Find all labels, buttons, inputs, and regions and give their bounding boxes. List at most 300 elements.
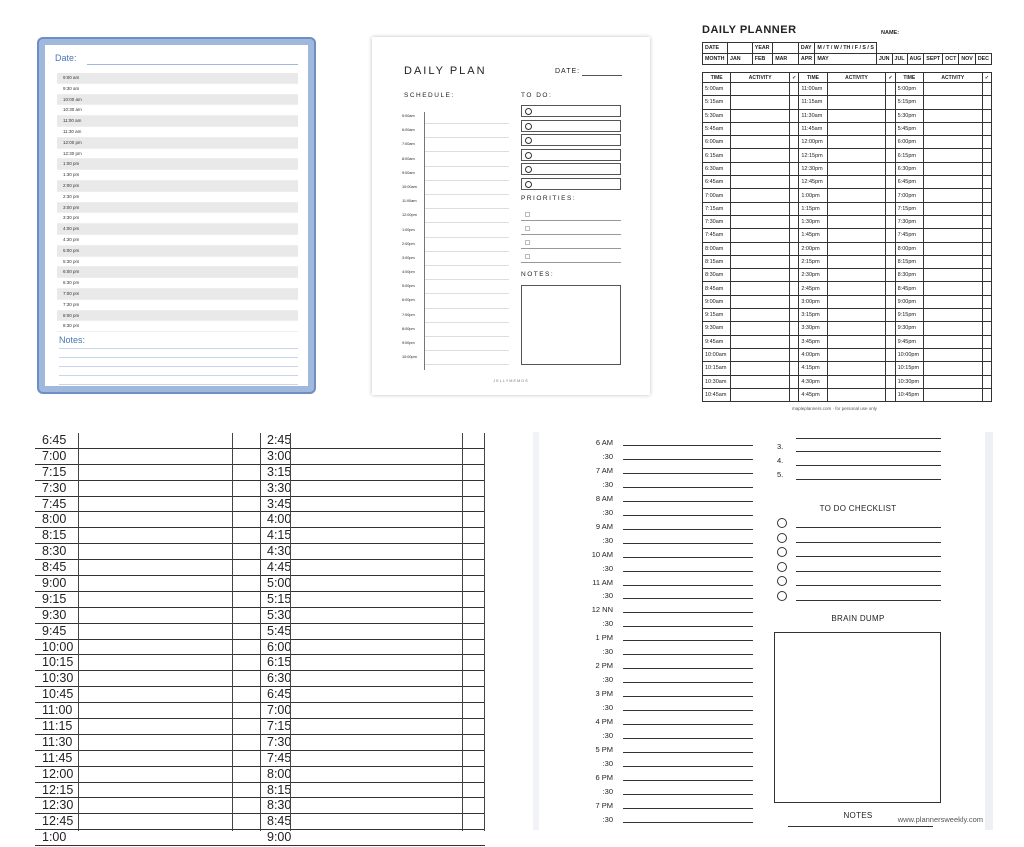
time-cell: 8:15am: [703, 255, 731, 268]
time-line: [623, 598, 753, 599]
activity-cell: [923, 269, 982, 282]
check-cell: [982, 388, 991, 401]
time-line: [623, 543, 753, 544]
check-cell: [886, 388, 895, 401]
time-line: [623, 626, 753, 627]
time-cell: 5:15pm: [895, 96, 923, 109]
notes-line: [788, 826, 933, 827]
schedule-time: 8:00pm: [402, 326, 415, 331]
time-cell: 5:30pm: [895, 109, 923, 122]
check-cell: [790, 96, 799, 109]
column-divider: [462, 433, 463, 831]
time-header: TIME: [799, 73, 827, 83]
todo-box: [521, 105, 621, 117]
check-cell: [790, 136, 799, 149]
time-cell: 8:45am: [703, 282, 731, 295]
time-cell: 9:30am: [703, 322, 731, 335]
schedule-time: 3:00pm: [402, 255, 415, 260]
daily-plan-sheet: [372, 37, 650, 395]
time-cell: 7:15am: [703, 202, 731, 215]
month-option: MAR: [773, 54, 799, 65]
time-cell: 2:00pm: [799, 242, 827, 255]
time-row: 1:00 pm: [57, 159, 298, 170]
table-row: [703, 83, 992, 96]
time-cell: 10:30pm: [895, 375, 923, 388]
check-header: ✓: [886, 73, 895, 83]
time-header: TIME: [895, 73, 923, 83]
time-row: 10:00 am: [57, 95, 298, 106]
check-cell: [886, 176, 895, 189]
activity-cell: [731, 362, 790, 375]
time-cell: 9:45pm: [895, 335, 923, 348]
time-cell: 4:45pm: [799, 388, 827, 401]
time-row: 1:30 pm: [57, 170, 298, 181]
time-cell: 7:00am: [703, 189, 731, 202]
page-title: DAILY PLANNER: [702, 24, 797, 36]
time-cell: 7:30: [260, 735, 485, 751]
schedule-line: [425, 322, 509, 323]
time-row: 12:30 pm: [57, 149, 298, 160]
activity-cell: [923, 189, 982, 202]
activity-cell: [923, 215, 982, 228]
time-cell: 9:15pm: [895, 309, 923, 322]
check-cell: [886, 335, 895, 348]
time-label: :30: [602, 758, 613, 768]
time-cell: 7:00: [35, 449, 260, 465]
month-option: JAN: [728, 54, 753, 65]
activity-cell: [827, 322, 886, 335]
time-label: 8 AM: [595, 493, 613, 503]
time-label: 6 AM: [595, 438, 613, 447]
time-cell: 10:15am: [703, 362, 731, 375]
time-line: [623, 696, 753, 697]
check-cell: [790, 322, 799, 335]
date-label: DATE: [703, 43, 728, 54]
activity-cell: [827, 189, 886, 202]
table-row: [703, 229, 992, 242]
checklist-line: [796, 556, 941, 557]
todo-box: [521, 178, 621, 190]
check-cell: [886, 215, 895, 228]
check-cell: [982, 255, 991, 268]
time-cell: 6:00: [260, 640, 485, 656]
activity-cell: [827, 96, 886, 109]
activity-cell: [827, 229, 886, 242]
month-option: SEPT: [924, 54, 943, 65]
time-column-2: [260, 433, 485, 846]
column-divider: [484, 433, 485, 831]
time-cell: 6:15pm: [895, 149, 923, 162]
activity-cell: [827, 149, 886, 162]
time-cell: 3:45pm: [799, 335, 827, 348]
time-line: [623, 585, 753, 586]
time-cell: 6:45pm: [895, 176, 923, 189]
time-row: 3:00 pm: [57, 203, 298, 214]
time-cell: 3:00pm: [799, 295, 827, 308]
schedule-line: [425, 208, 509, 209]
time-line: [623, 571, 753, 572]
check-cell: [982, 335, 991, 348]
check-cell: [982, 149, 991, 162]
time-line: [623, 487, 753, 488]
time-cell: 5:00pm: [895, 83, 923, 96]
time-cell: 7:00pm: [895, 189, 923, 202]
schedule-time: 6:00am: [402, 128, 415, 133]
checkbox-circle-icon: [525, 123, 532, 130]
time-cell: 10:15pm: [895, 362, 923, 375]
time-cell: 7:30am: [703, 215, 731, 228]
time-cell: 11:30am: [799, 109, 827, 122]
list-number: 4.: [777, 456, 784, 465]
time-line: [623, 794, 753, 795]
time-row: 7:30 pm: [57, 300, 298, 311]
time-row: 12:00 pm: [57, 138, 298, 149]
time-cell: 4:15pm: [799, 362, 827, 375]
schedule-line: [425, 265, 509, 266]
activity-cell: [827, 348, 886, 361]
source-note: mapleplanners.com · for personal use only: [792, 406, 878, 411]
schedule-time: 10:00pm: [402, 355, 417, 360]
checkbox-circle-icon: [777, 562, 787, 572]
time-cell: 3:45: [260, 497, 485, 513]
time-cell: 6:30am: [703, 162, 731, 175]
time-cell: 9:00: [35, 576, 260, 592]
time-cell: 10:45pm: [895, 388, 923, 401]
notes-line: [59, 366, 298, 367]
activity-cell: [923, 348, 982, 361]
check-cell: [790, 83, 799, 96]
time-cell: 5:45: [260, 624, 485, 640]
schedule-time: 6:00pm: [402, 298, 415, 303]
check-cell: [982, 282, 991, 295]
time-label: 7 PM: [595, 800, 613, 810]
month-option: APR: [798, 54, 815, 65]
activity-cell: [923, 322, 982, 335]
check-cell: [886, 96, 895, 109]
check-cell: [982, 83, 991, 96]
activity-cell: [827, 202, 886, 215]
checklist-line: [796, 542, 941, 543]
time-cell: 12:30pm: [799, 162, 827, 175]
time-label: 7 AM: [595, 465, 613, 475]
check-cell: [790, 149, 799, 162]
activity-cell: [731, 149, 790, 162]
check-cell: [982, 189, 991, 202]
table-row: [703, 202, 992, 215]
time-cell: 11:30: [35, 735, 260, 751]
check-cell: [982, 269, 991, 282]
time-cell: 7:15pm: [895, 202, 923, 215]
checklist-line: [796, 571, 941, 572]
activity-cell: [827, 362, 886, 375]
table-row: [703, 388, 992, 401]
time-cell: 9:00: [260, 830, 485, 846]
name-label: NAME:: [881, 30, 900, 36]
time-label: :30: [602, 730, 613, 740]
time-cell: 12:15: [35, 783, 260, 799]
schedule-line: [425, 336, 509, 337]
time-cell: 8:45: [260, 814, 485, 830]
activity-cell: [731, 269, 790, 282]
time-cell: 9:00am: [703, 295, 731, 308]
list-line: [796, 465, 941, 466]
time-cell: 10:00pm: [895, 348, 923, 361]
list-number: 5.: [777, 470, 784, 479]
time-cell: 7:45pm: [895, 229, 923, 242]
activity-cell: [731, 229, 790, 242]
brain-dump-label: BRAIN DUMP: [831, 614, 885, 623]
time-cell: 12:45: [35, 814, 260, 830]
table-row: [703, 122, 992, 135]
time-cell: 4:15: [260, 528, 485, 544]
time-cell: 4:30pm: [799, 375, 827, 388]
time-cell: 11:15am: [799, 96, 827, 109]
time-row: 6:30 pm: [57, 278, 298, 289]
time-line: [623, 724, 753, 725]
activity-header: ACTIVITY: [731, 73, 790, 83]
todo-box: [521, 149, 621, 161]
table-row: [703, 215, 992, 228]
checkbox-circle-icon: [525, 108, 532, 115]
time-label: :30: [602, 703, 613, 713]
check-cell: [982, 215, 991, 228]
check-cell: [790, 215, 799, 228]
time-cell: 1:00pm: [799, 189, 827, 202]
check-cell: [886, 136, 895, 149]
table-row: [703, 282, 992, 295]
time-line: [623, 822, 753, 823]
check-cell: [790, 122, 799, 135]
time-cell: 1:45pm: [799, 229, 827, 242]
page-edge: [533, 432, 539, 830]
time-label: 6 PM: [595, 772, 613, 782]
checkbox-circle-icon: [777, 533, 787, 543]
check-cell: [790, 282, 799, 295]
time-line: [623, 710, 753, 711]
time-label: :30: [602, 675, 613, 685]
time-cell: 1:15pm: [799, 202, 827, 215]
time-label: 3 PM: [595, 689, 613, 699]
check-cell: [982, 176, 991, 189]
day-options: M / T / W / TH / F / S / S: [815, 43, 877, 54]
schedule-line: [425, 293, 509, 294]
time-cell: 8:45pm: [895, 282, 923, 295]
check-cell: [790, 229, 799, 242]
notes-line: [59, 384, 298, 385]
activity-cell: [923, 229, 982, 242]
activity-cell: [731, 122, 790, 135]
time-label: 5 PM: [595, 744, 613, 754]
activity-cell: [731, 136, 790, 149]
schedule-time: 5:00pm: [402, 284, 415, 289]
list-line: [796, 479, 941, 480]
month-option: JUL: [892, 54, 907, 65]
time-cell: 5:45pm: [895, 122, 923, 135]
activity-cell: [731, 83, 790, 96]
schedule-times: [402, 109, 422, 364]
time-cell: 3:30: [260, 481, 485, 497]
table-row: [703, 362, 992, 375]
activity-cell: [923, 242, 982, 255]
check-cell: [886, 322, 895, 335]
time-line: [623, 808, 753, 809]
schedule-line: [425, 151, 509, 152]
time-cell: 2:45pm: [799, 282, 827, 295]
time-label: :30: [602, 507, 613, 517]
time-cell: 12:30: [35, 798, 260, 814]
schedule-time: 4:00pm: [402, 270, 415, 275]
schedule-time: 10:00am: [402, 184, 417, 189]
check-cell: [790, 189, 799, 202]
column-divider: [260, 433, 261, 831]
activity-header: ACTIVITY: [923, 73, 982, 83]
activity-cell: [923, 122, 982, 135]
schedule-line: [425, 180, 509, 181]
priorities-label: PRIORITIES:: [521, 195, 577, 202]
schedule-line: [425, 350, 509, 351]
time-cell: 10:15: [35, 655, 260, 671]
table-row: [703, 162, 992, 175]
activity-cell: [923, 255, 982, 268]
time-cell: 3:30pm: [799, 322, 827, 335]
date-header-table: [702, 42, 992, 65]
time-cell: 7:15: [260, 719, 485, 735]
check-cell: [886, 295, 895, 308]
time-cell: 8:00: [35, 512, 260, 528]
check-cell: [790, 162, 799, 175]
time-cell: 12:00: [35, 767, 260, 783]
activity-cell: [923, 96, 982, 109]
time-cell: 4:45: [260, 560, 485, 576]
activity-cell: [827, 255, 886, 268]
daily-planner-grid: [702, 22, 994, 422]
time-cell: 12:45pm: [799, 176, 827, 189]
time-row: 5:00 pm: [57, 246, 298, 257]
check-cell: [790, 348, 799, 361]
time-cell: 4:00: [260, 512, 485, 528]
time-cell: 8:00: [260, 767, 485, 783]
time-cell: 2:15pm: [799, 255, 827, 268]
page-edge: [985, 432, 993, 830]
schedule-time: 7:00pm: [402, 312, 415, 317]
time-cell: 12:00pm: [799, 136, 827, 149]
check-cell: [982, 122, 991, 135]
list-line: [796, 451, 941, 452]
activity-cell: [923, 149, 982, 162]
activity-cell: [827, 269, 886, 282]
time-cell: 6:45am: [703, 176, 731, 189]
time-line: [623, 752, 753, 753]
notes-box: [521, 285, 621, 365]
table-row: [703, 109, 992, 122]
month-option: MAY: [815, 54, 877, 65]
check-cell: [886, 229, 895, 242]
time-row: 4:00 pm: [57, 224, 298, 235]
date-label: DATE:: [555, 68, 581, 75]
activity-cell: [827, 162, 886, 175]
activity-cell: [827, 335, 886, 348]
time-line: [623, 640, 753, 641]
time-cell: 12:15pm: [799, 149, 827, 162]
checkbox-circle-icon: [525, 181, 532, 188]
checkbox-circle-icon: [777, 518, 787, 528]
activity-cell: [923, 295, 982, 308]
todo-label: TO DO:: [521, 92, 553, 99]
time-label: 10 AM: [591, 549, 613, 559]
activity-cell: [923, 362, 982, 375]
check-cell: [982, 375, 991, 388]
schedule-time: 11:00am: [402, 199, 417, 204]
activity-cell: [827, 242, 886, 255]
year-label: YEAR: [752, 43, 772, 54]
time-cell: 8:30pm: [895, 269, 923, 282]
time-cell: 11:00am: [799, 83, 827, 96]
time-cell: 10:30am: [703, 375, 731, 388]
time-cell: 5:00am: [703, 83, 731, 96]
time-label: :30: [602, 563, 613, 573]
notes-line: [59, 357, 298, 358]
schedule-time: 9:00pm: [402, 341, 415, 345]
footer-brand: JELLYMEMOS: [493, 379, 529, 383]
time-cell: 4:00pm: [799, 348, 827, 361]
time-cell: 2:30pm: [799, 269, 827, 282]
time-cell: 9:15am: [703, 309, 731, 322]
time-cell: 7:30: [35, 481, 260, 497]
priority-line: [521, 220, 621, 221]
activity-cell: [827, 122, 886, 135]
notes-line: [59, 375, 298, 376]
schedule-line: [425, 222, 509, 223]
time-cell: 8:30: [260, 798, 485, 814]
checkbox-circle-icon: [777, 591, 787, 601]
time-cell: 5:15am: [703, 96, 731, 109]
schedule-time: 7:00am: [402, 142, 415, 147]
activity-header: ACTIVITY: [827, 73, 886, 83]
activity-cell: [827, 282, 886, 295]
check-cell: [790, 388, 799, 401]
time-cell: 7:45: [260, 751, 485, 767]
time-label: :30: [602, 647, 613, 657]
check-cell: [982, 242, 991, 255]
time-header: TIME: [703, 73, 731, 83]
notes-label: NOTES:: [521, 271, 555, 278]
check-cell: [886, 189, 895, 202]
time-cell: 11:15: [35, 719, 260, 735]
activity-cell: [731, 189, 790, 202]
time-cell: 9:15: [35, 592, 260, 608]
activity-cell: [731, 109, 790, 122]
schedule-line: [425, 308, 509, 309]
checkbox-circle-icon: [525, 152, 532, 159]
time-label: :30: [602, 619, 613, 629]
activity-cell: [731, 335, 790, 348]
table-row: [703, 96, 992, 109]
list-line: [796, 438, 941, 439]
check-cell: [886, 122, 895, 135]
time-cell: 9:45: [35, 624, 260, 640]
column-divider: [232, 433, 233, 831]
check-cell: [982, 162, 991, 175]
time-row: 7:00 pm: [57, 289, 298, 300]
month-option: AUG: [907, 54, 924, 65]
schedule-line: [425, 123, 509, 124]
time-cell: 7:45: [35, 497, 260, 513]
time-row: 10:30 am: [57, 105, 298, 116]
check-cell: [790, 362, 799, 375]
month-option: NOV: [959, 54, 975, 65]
notes-line: [59, 348, 298, 349]
time-cell: 7:30pm: [895, 215, 923, 228]
